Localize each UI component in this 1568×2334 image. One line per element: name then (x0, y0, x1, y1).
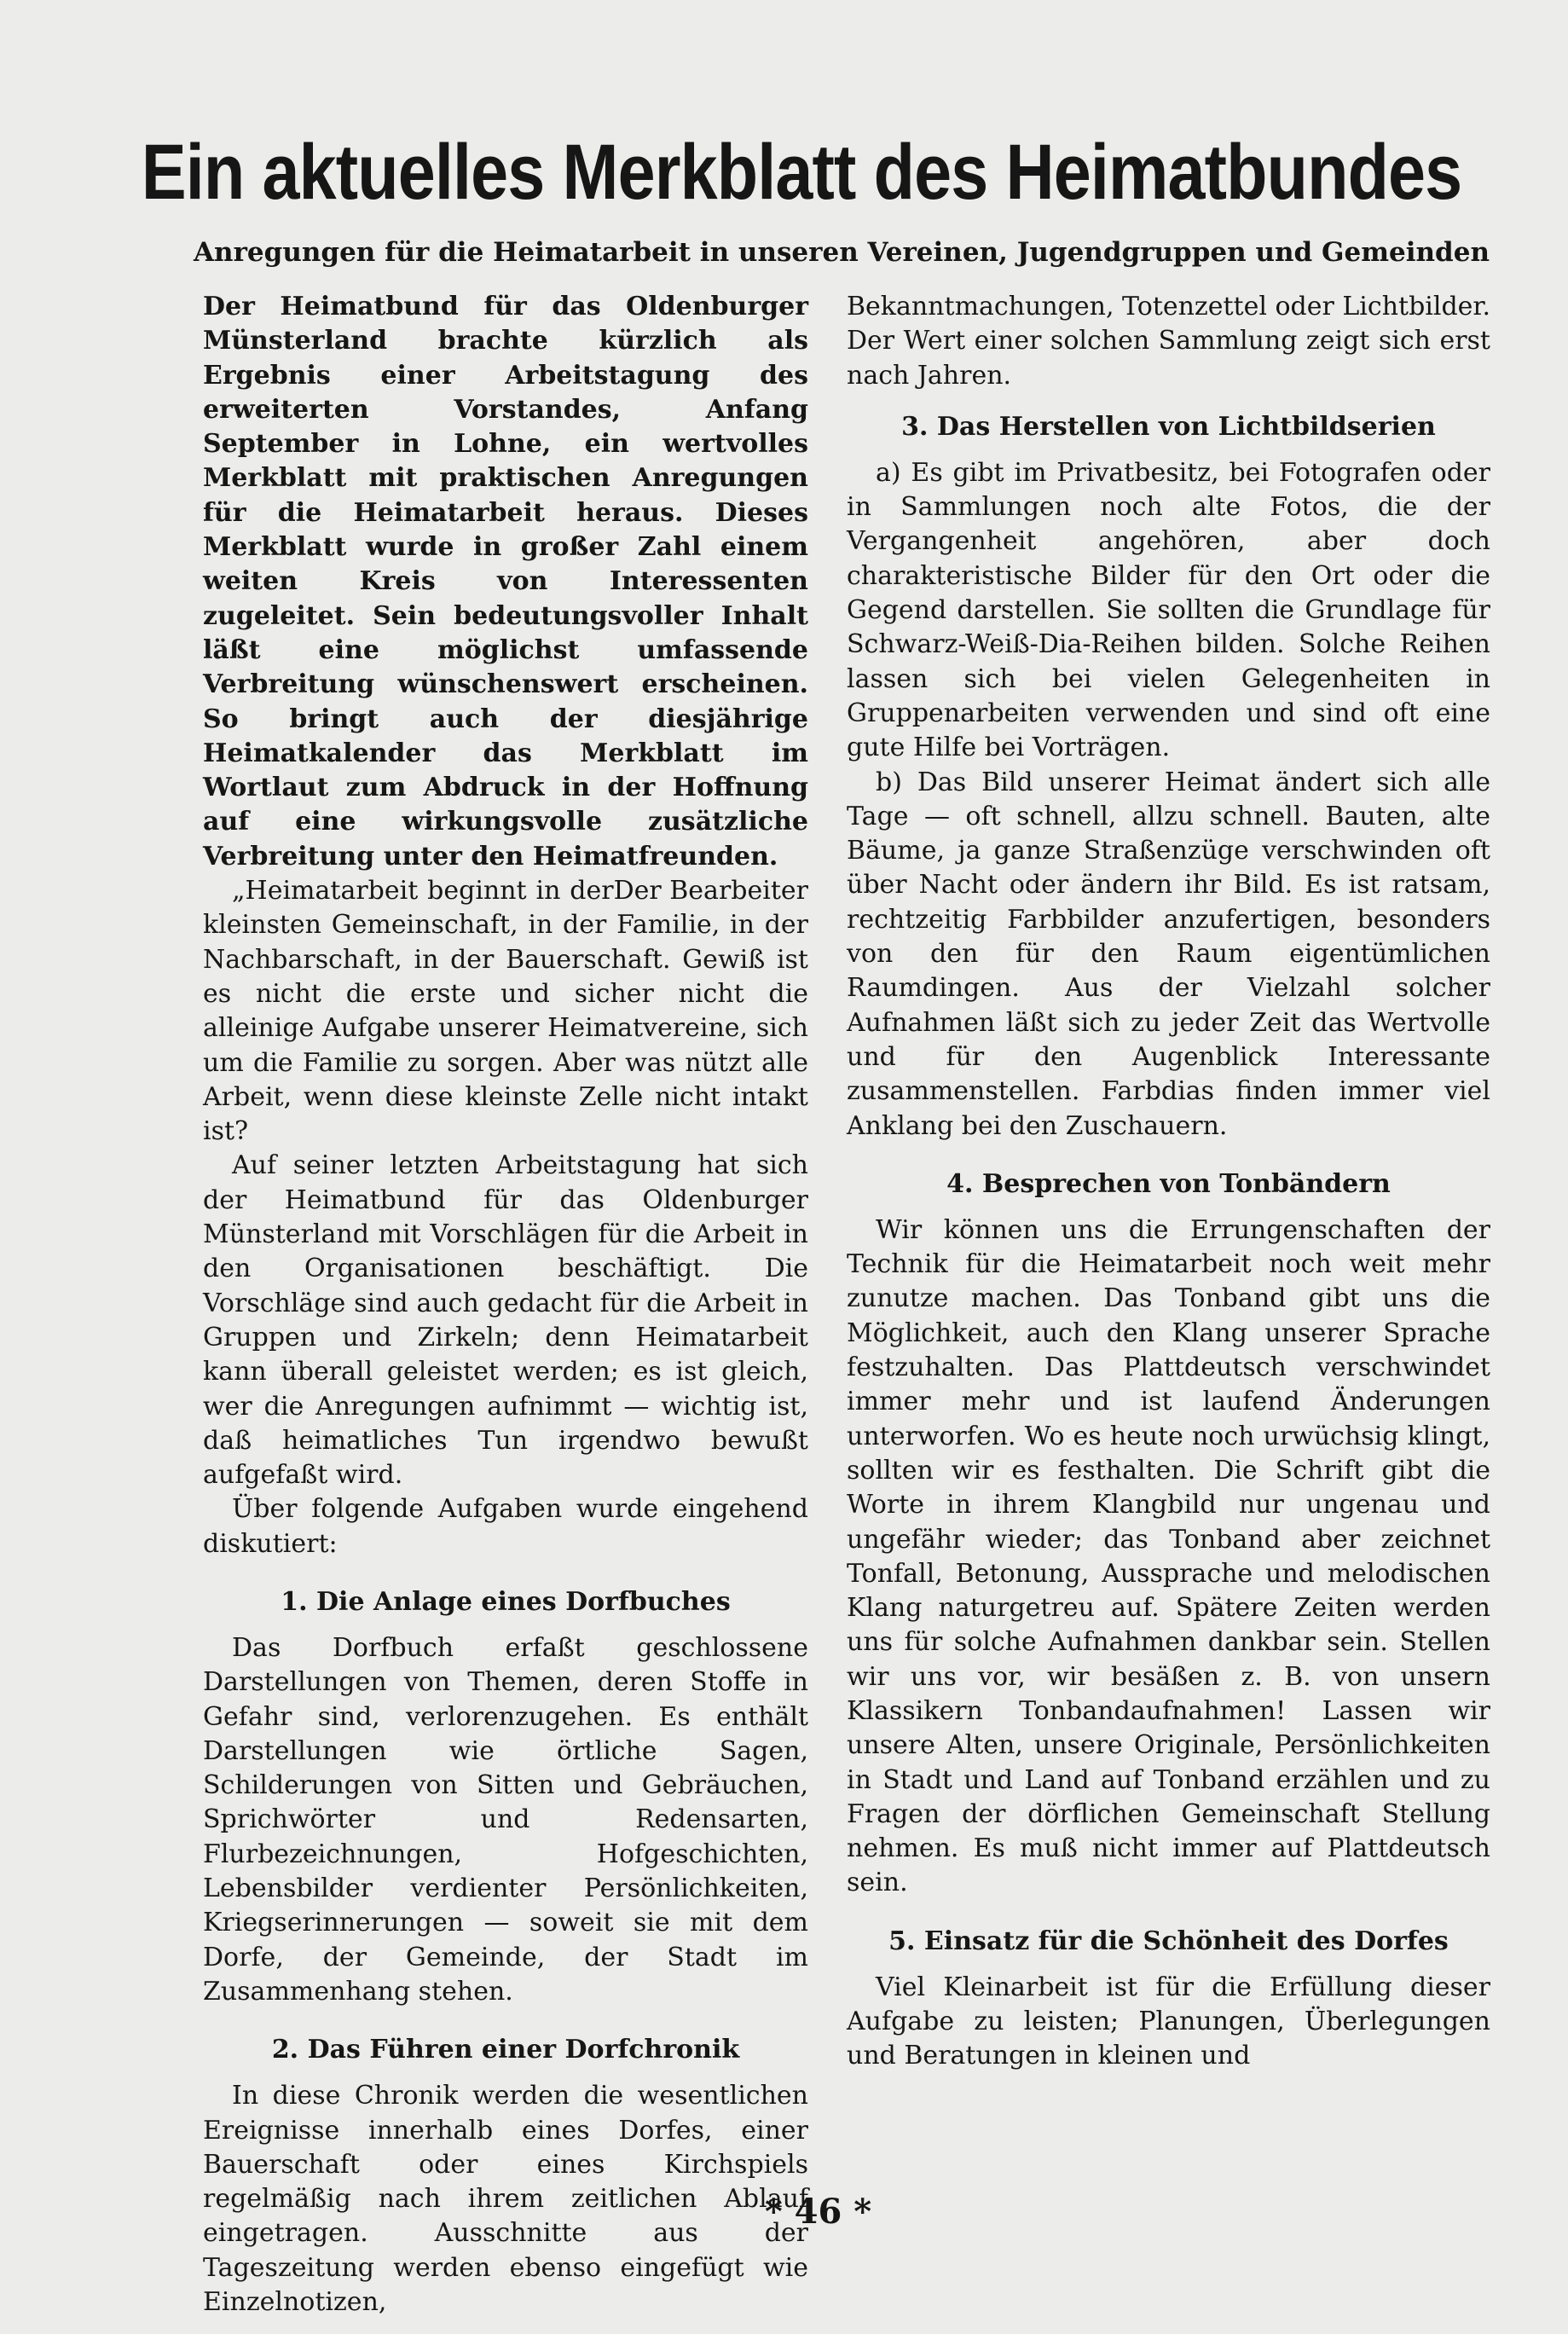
right-column (847, 290, 1490, 2074)
section-heading: 5. Einsatz für die Schönheit des Dorfes (888, 1926, 1449, 1956)
page-title: Ein aktuelles Merkblatt des Heimatbundes (141, 129, 1462, 216)
section-heading: 3. Das Herstellen von Lichtbildserien (901, 411, 1436, 442)
section-heading: 1. Die Anlage eines Dorfbuches (281, 1586, 731, 1617)
section-paragraph: In diese Chronik werden die wesentlichen Ereignisse innerhalb eines Dorfes, einer Bauerschaft oder eines Kirchspiels regelmäßig nach ihrem zeitlichen Ablauf eingetragen. Ausschnitte aus der Tageszeitung werden ebenso eingefügt wie Einzelnotizen, (203, 2081, 808, 2318)
page-subtitle: Anregungen für die Heimatarbeit in unseren Vereinen, Jugendgruppen und Gemeinden (194, 237, 1490, 268)
intro-paragraph (203, 290, 808, 906)
section-paragraph: Das Dorfbuch erfaßt geschlossene Darstellungen von Themen, deren Stoffe in Gefahr sind, verlorenzugehen. Es enthält Darstellungen wie örtliche Sagen, Schilderungen von Sitten und Gebräuchen, Sprichwörter und Redensarten, Flurbezeichnungen, Hofgeschichten, Lebensbilder verdienter Persönlichkeiten, Kriegserinnerungen — soweit sie mit dem Dorfe, der Gemeinde, der Stadt im Zusammenhang stehen. (203, 1632, 808, 2007)
intro-signature: Der Bearbeiter (613, 876, 808, 906)
section-paragraph: a) Es gibt im Privatbesitz, bei Fotografen oder in Sammlungen noch alte Fotos, die der Vergangenheit angehören, aber doch charakteristische Bilder für den Ort oder die Gegend darstellen. Sie sollten die Grundlage für Schwarz-Weiß-Dia-Reihen bilden. Solche Reihen lassen sich bei vielen Gelegenheiten in Gruppenarbeiten verwenden und sind oft eine gute Hilfe bei Vorträgen. (847, 457, 1490, 763)
body-paragraph: Über folgende Aufgaben wurde eingehend diskutiert: (203, 1494, 808, 1559)
continuation-paragraph: Bekanntmachungen, Totenzettel oder Lichtbilder. Der Wert einer solchen Sammlung zeigt sich erst nach Jahren. (847, 292, 1490, 391)
left-column (203, 290, 808, 2320)
body-paragraph: „Heimatarbeit beginnt in der kleinsten Gemeinschaft, in der Familie, in der Nachbarschaft, in der Bauerschaft. Gewiß ist es nicht die erste und sicher nicht die alleinige Aufgabe unserer Heimatvereine, sich um die Familie zu sorgen. Aber was nützt alle Arbeit, wenn diese kleinste Zelle nicht intakt ist? (203, 876, 808, 1147)
page-number: * 46 * (764, 2192, 872, 2232)
section-paragraph: Viel Kleinarbeit ist für die Erfüllung dieser Aufgabe zu leisten; Planungen, Überlegungen und Beratungen in kleinen und (847, 1972, 1490, 2071)
section-heading: 2. Das Führen einer Dorfchronik (271, 2035, 740, 2065)
intro-text: Der Heimatbund für das Oldenburger Münsterland brachte kürzlich als Ergebnis einer Arbeitstagung des erweiterten Vorstandes, Anfang September in Lohne, ein wertvolles Merkblatt mit praktischen Anregungen für die Heimatarbeit heraus. Dieses Merkblatt wurde in großer Zahl einem weiten Kreis von Interessenten zugeleitet. Sein bedeutungsvoller Inhalt läßt eine möglichst umfassende Verbreitung wünschenswert erscheinen. So bringt auch der diesjährige Heimatkalender das Merkblatt im Wortlaut zum Abdruck in der Hoffnung auf eine wirkungsvolle zusätzliche Verbreitung unter den Heimatfreunden. (203, 292, 808, 872)
section-paragraph: Wir können uns die Errungenschaften der Technik für die Heimatarbeit noch weit mehr zunutze machen. Das Tonband gibt uns die Möglichkeit, auch den Klang unserer Sprache festzuhalten. Das Plattdeutsch verschwindet immer mehr und ist laufend Änderungen unterworfen. Wo es heute noch urwüchsig klingt, sollten wir es festhalten. Die Schrift gibt die Worte in ihrem Klangbild nur ungenau und ungefähr wieder; das Tonband aber zeichnet Tonfall, Betonung, Aussprache und melodischen Klang naturgetreu auf. Spätere Zeiten werden uns für solche Aufnahmen dankbar sein. Stellen wir uns vor, wir besäßen z. B. von unsern Klassikern Tonbandaufnahmen! Lassen wir unsere Alten, unsere Originale, Persönlichkeiten in Stadt und Land auf Tonband erzählen und zu Fragen der dörflichen Gemeinschaft Stellung nehmen. Es muß nicht immer auf Plattdeutsch sein. (847, 1214, 1490, 1898)
body-paragraph: Auf seiner letzten Arbeitstagung hat sich der Heimatbund für das Oldenburger Münsterland mit Vorschlägen für die Arbeit in den Organisationen beschäftigt. Die Vorschläge sind auch gedacht für die Arbeit in Gruppen und Zirkeln; denn Heimatarbeit kann überall geleistet werden; es ist gleich, wer die Anregungen aufnimmt — wichtig ist, daß heimatliches Tun irgendwo bewußt aufgefaßt wird. (203, 1150, 808, 1491)
section-paragraph: b) Das Bild unserer Heimat ändert sich alle Tage — oft schnell, allzu schnell. Bauten, alte Bäume, ja ganze Straßenzüge verschwinden oft über Nacht oder ändern ihr Bild. Es ist ratsam, rechtzeitig Farbbilder anzufertigen, besonders von den für den Raum eigentümlichen Raumdingen. Aus der Vielzahl solcher Aufnahmen läßt sich zu jeder Zeit das Wertvolle und für den Augenblick Interessante zusammenstellen. Farbdias finden immer viel Anklang bei den Zuschauern. (847, 767, 1490, 1141)
section-heading: 4. Besprechen von Tonbändern (946, 1168, 1391, 1199)
